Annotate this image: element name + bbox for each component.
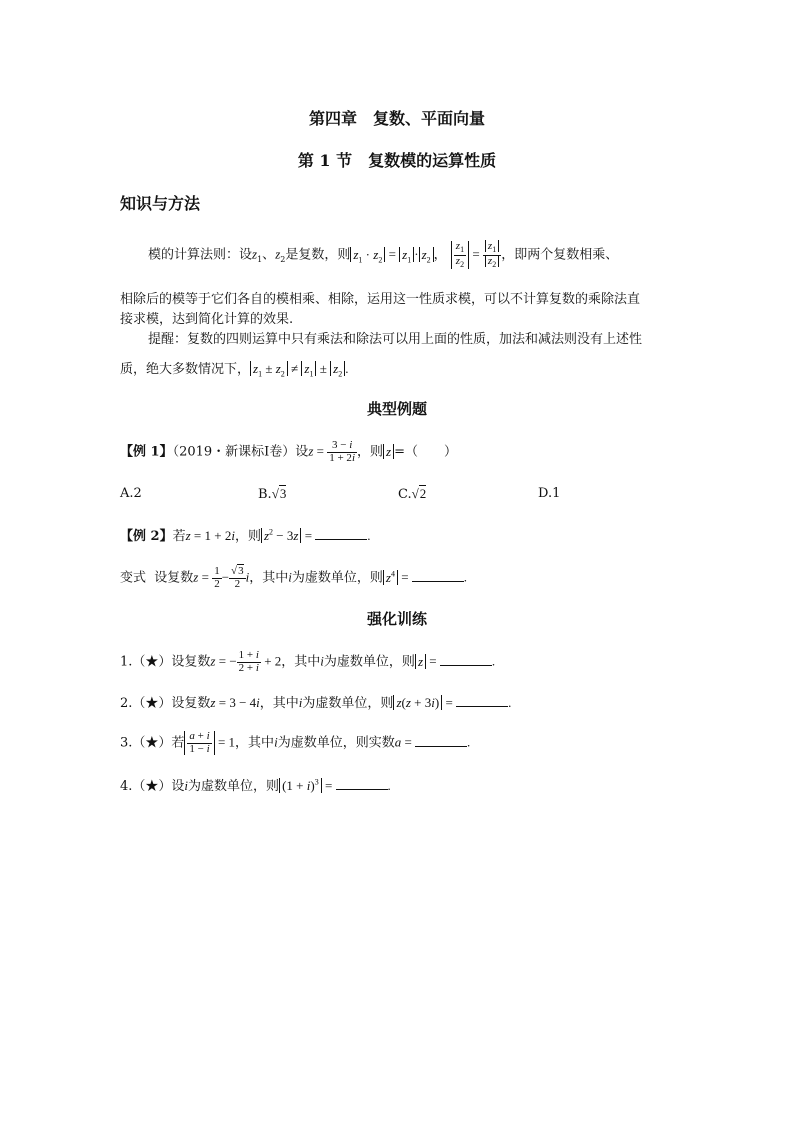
example-1-fraction: $\frac{3 - i}{1 + 2i}$ [329, 439, 355, 464]
option-d: D.1 [538, 486, 561, 501]
answer-blank[interactable] [456, 696, 508, 707]
option-a: A.2 [120, 486, 142, 501]
modulus-quotient: $\frac{z_1}{z_2}$ [451, 241, 469, 269]
tip-line-2: 质，绝大多数情况下， $z_1 \pm z_2 \ne z_1 \pm z_2$ . [120, 361, 349, 379]
example-2-label: 【例 2】 [120, 529, 173, 544]
knowledge-heading: 知识与方法 [120, 194, 201, 213]
answer-blank[interactable] [336, 779, 388, 790]
quotient-of-moduli: $\frac{z_1}{z_2}$ [483, 241, 501, 269]
knowledge-line-3: 接求模，达到简化计算的效果. [120, 312, 294, 327]
answer-blank[interactable] [412, 571, 464, 582]
training-item-3: 3.（★）若 $\frac{a + i}{1 - i}$ = 1，其中i为虚数单位，则实数a = . [120, 730, 471, 755]
tip-line-1: 提醒：复数的四则运算中只有乘法和除法可以用上面的性质，加法和减法则没有上述性 [148, 332, 643, 347]
answer-blank[interactable] [415, 736, 467, 747]
modulus-product: $z_1 \cdot z_2$ [350, 247, 385, 262]
example-1-label: 【例 1】 [120, 444, 173, 460]
training-item-1: 1.（★）设复数z = − $\frac{1 + i}{2 + i}$ + 2，其中i为虚数单位，则 z = . [120, 649, 496, 674]
variant-label: 变式 [120, 570, 147, 586]
knowledge-rule-line: 模的计算法则：设$z_1$、$z_2$是复数，则 $z_1 \cdot z_2 = z_1 \cdot z_2$ ， $\frac{z_1}{z_2}$ = $\frac{z_1}{z_2}$ ，即两个复数相乘、 [148, 240, 619, 269]
variant: 变式 设复数z = $\frac{1}{2}$ − $\frac{√3}{2}$ i，其中i为虚数单位，则 $z^4$ = . [120, 565, 468, 590]
training-item-4: 4.（★）设i为虚数单位，则 $(1 + i)^3$ = . [120, 777, 391, 794]
answer-blank[interactable] [440, 655, 492, 666]
knowledge-line-2: 相除后的模等于它们各自的模相乘、相除，运用这一性质求模，可以不计算复数的乘除法直 [120, 292, 641, 307]
training-heading: 强化训练 [366, 610, 427, 628]
option-b: B.√3 [258, 486, 287, 502]
section-title: 第 1 节 复数模的运算性质 [297, 151, 497, 170]
example-1: 【例 1】（2019・新课标Ⅰ卷）设z = $\frac{3 - i}{1 + 2i}$ ，则 z =（ ） [120, 439, 457, 464]
training-item-2: 2.（★）设复数z = 3 − 4i，其中i为虚数单位，则 z(z + 3i) = . [120, 695, 512, 711]
examples-heading: 典型例题 [366, 400, 427, 418]
answer-blank[interactable] [315, 529, 367, 540]
option-c: C.√2 [398, 486, 427, 502]
example-2: 【例 2】若z = 1 + 2i，则 $z^2 - 3z$ = . [120, 527, 371, 544]
chapter-title: 第四章 复数、平面向量 [308, 109, 485, 128]
